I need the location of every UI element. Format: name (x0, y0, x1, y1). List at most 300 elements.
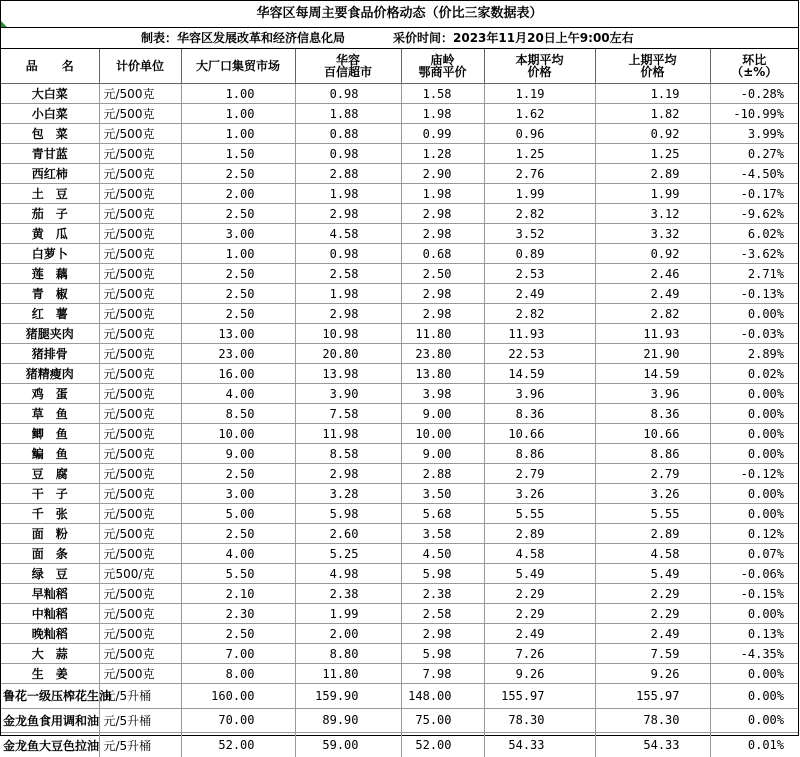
cell-name: 鸡 蛋 (1, 384, 99, 404)
table-row (1, 204, 798, 224)
cell-change: -4.35% (710, 644, 798, 664)
cell-last-avg: 11.93 (595, 324, 710, 344)
cell-miaoling-price: 0.68 (401, 244, 484, 264)
sheet-subtitle (1, 28, 798, 49)
cell-unit: 元/500克 (99, 604, 181, 624)
cell-name: 小白菜 (1, 104, 99, 124)
table-row (1, 364, 798, 384)
table-row (1, 104, 798, 124)
cell-miaoling-price: 2.58 (401, 604, 484, 624)
cell-market-price: 13.00 (181, 324, 295, 344)
cell-name: 白萝卜 (1, 244, 99, 264)
cell-huarong-price: 2.88 (295, 164, 401, 184)
cell-last-avg: 5.55 (595, 504, 710, 524)
cell-unit: 元/500克 (99, 264, 181, 284)
cell-unit: 元/5升桶 (99, 684, 181, 709)
header-huarong (295, 49, 401, 84)
cell-huarong-price: 2.98 (295, 304, 401, 324)
header-last-avg-line1: 上期平均 (596, 54, 710, 66)
cell-huarong-price: 1.98 (295, 184, 401, 204)
cell-huarong-price: 4.58 (295, 224, 401, 244)
cell-unit: 元/500克 (99, 544, 181, 564)
cell-unit: 元/500克 (99, 184, 181, 204)
header-row (1, 49, 798, 84)
cell-unit: 元/500克 (99, 104, 181, 124)
cell-this-avg: 5.49 (484, 564, 595, 584)
header-market: 大厂口集贸市场 (181, 49, 295, 84)
cell-change: 0.00% (710, 664, 798, 684)
cell-change: -0.17% (710, 184, 798, 204)
cell-change: -0.03% (710, 324, 798, 344)
cell-huarong-price: 2.98 (295, 464, 401, 484)
cell-market-price: 8.50 (181, 404, 295, 424)
cell-name: 红 薯 (1, 304, 99, 324)
cell-this-avg: 2.82 (484, 204, 595, 224)
cell-name: 中籼稻 (1, 604, 99, 624)
cell-last-avg: 4.58 (595, 544, 710, 564)
cell-huarong-price: 0.98 (295, 84, 401, 104)
cell-name: 豆 腐 (1, 464, 99, 484)
header-miaoling (401, 49, 484, 84)
cell-last-avg: 2.29 (595, 584, 710, 604)
cell-name: 猪腿夹肉 (1, 324, 99, 344)
cell-miaoling-price: 2.98 (401, 624, 484, 644)
cell-this-avg: 1.99 (484, 184, 595, 204)
cell-name: 包 菜 (1, 124, 99, 144)
cell-change: 0.00% (710, 504, 798, 524)
header-this-avg-line1: 本期平均 (485, 54, 595, 66)
cell-huarong-price: 10.98 (295, 324, 401, 344)
cell-market-price: 1.00 (181, 104, 295, 124)
cell-unit: 元/500克 (99, 224, 181, 244)
cell-this-avg: 2.79 (484, 464, 595, 484)
table-row (1, 384, 798, 404)
cell-change: 0.00% (710, 604, 798, 624)
cell-huarong-price: 59.00 (295, 733, 401, 757)
cell-last-avg: 8.86 (595, 444, 710, 464)
cell-change: 0.00% (710, 404, 798, 424)
cell-miaoling-price: 0.99 (401, 124, 484, 144)
cell-this-avg: 155.97 (484, 684, 595, 709)
cell-change: 0.00% (710, 304, 798, 324)
table-row (1, 733, 798, 757)
cell-market-price: 4.00 (181, 384, 295, 404)
cell-miaoling-price: 2.98 (401, 224, 484, 244)
cell-huarong-price: 3.28 (295, 484, 401, 504)
cell-name: 晚籼稻 (1, 624, 99, 644)
cell-huarong-price: 89.90 (295, 708, 401, 733)
cell-change: -10.99% (710, 104, 798, 124)
table-row (1, 444, 798, 464)
cell-name: 莲 藕 (1, 264, 99, 284)
cell-market-price: 1.50 (181, 144, 295, 164)
header-name: 品 名 (1, 49, 99, 84)
cell-huarong-price: 0.98 (295, 244, 401, 264)
cell-change: 6.02% (710, 224, 798, 244)
cell-last-avg: 1.99 (595, 184, 710, 204)
cell-huarong-price: 2.58 (295, 264, 401, 284)
table-row (1, 144, 798, 164)
cell-change: -0.12% (710, 464, 798, 484)
cell-huarong-price: 13.98 (295, 364, 401, 384)
cell-name: 青 椒 (1, 284, 99, 304)
cell-change: 0.27% (710, 144, 798, 164)
table-row (1, 424, 798, 444)
cell-miaoling-price: 13.80 (401, 364, 484, 384)
cell-this-avg: 0.96 (484, 124, 595, 144)
cell-miaoling-price: 10.00 (401, 424, 484, 444)
cell-market-price: 2.10 (181, 584, 295, 604)
cell-this-avg: 54.33 (484, 733, 595, 757)
header-change-line1: 环比 (711, 54, 799, 66)
cell-huarong-price: 0.88 (295, 124, 401, 144)
table-row (1, 564, 798, 584)
cell-market-price: 9.00 (181, 444, 295, 464)
cell-huarong-price: 0.98 (295, 144, 401, 164)
table-row (1, 324, 798, 344)
cell-miaoling-price: 5.68 (401, 504, 484, 524)
cell-change: 0.00% (710, 424, 798, 444)
cell-market-price: 5.50 (181, 564, 295, 584)
cell-last-avg: 1.19 (595, 84, 710, 104)
table-row (1, 624, 798, 644)
cell-market-price: 10.00 (181, 424, 295, 444)
header-this-avg (484, 49, 595, 84)
cell-huarong-price: 4.98 (295, 564, 401, 584)
cell-miaoling-price: 11.80 (401, 324, 484, 344)
cell-unit: 元/500克 (99, 124, 181, 144)
cell-huarong-price: 2.60 (295, 524, 401, 544)
cell-change: 0.00% (710, 384, 798, 404)
cell-miaoling-price: 1.28 (401, 144, 484, 164)
cell-this-avg: 9.26 (484, 664, 595, 684)
cell-change: 0.07% (710, 544, 798, 564)
table-row (1, 604, 798, 624)
cell-corner-marker-icon (1, 21, 7, 27)
cell-miaoling-price: 2.98 (401, 204, 484, 224)
table-row (1, 164, 798, 184)
cell-this-avg: 22.53 (484, 344, 595, 364)
cell-change: 0.01% (710, 733, 798, 757)
cell-market-price: 2.50 (181, 264, 295, 284)
cell-this-avg: 11.93 (484, 324, 595, 344)
cell-unit: 元/500克 (99, 444, 181, 464)
cell-this-avg: 2.89 (484, 524, 595, 544)
cell-miaoling-price: 2.88 (401, 464, 484, 484)
cell-this-avg: 3.26 (484, 484, 595, 504)
cell-last-avg: 14.59 (595, 364, 710, 384)
cell-huarong-price: 2.00 (295, 624, 401, 644)
cell-huarong-price: 5.25 (295, 544, 401, 564)
cell-this-avg: 1.62 (484, 104, 595, 124)
cell-miaoling-price: 23.80 (401, 344, 484, 364)
cell-unit: 元500/克 (99, 564, 181, 584)
cell-name: 大白菜 (1, 84, 99, 104)
cell-miaoling-price: 5.98 (401, 564, 484, 584)
cell-miaoling-price: 1.58 (401, 84, 484, 104)
cell-huarong-price: 3.90 (295, 384, 401, 404)
cell-market-price: 7.00 (181, 644, 295, 664)
cell-this-avg: 2.82 (484, 304, 595, 324)
table-row (1, 224, 798, 244)
cell-name: 草 鱼 (1, 404, 99, 424)
cell-huarong-price: 7.58 (295, 404, 401, 424)
cell-name: 生 姜 (1, 664, 99, 684)
table-row (1, 84, 798, 104)
cell-miaoling-price: 1.98 (401, 104, 484, 124)
cell-name: 大 蒜 (1, 644, 99, 664)
cell-last-avg: 3.26 (595, 484, 710, 504)
cell-name: 黄 瓜 (1, 224, 99, 244)
cell-this-avg: 2.49 (484, 624, 595, 644)
cell-name: 土 豆 (1, 184, 99, 204)
table-row (1, 124, 798, 144)
cell-market-price: 52.00 (181, 733, 295, 757)
cell-this-avg: 2.76 (484, 164, 595, 184)
cell-huarong-price: 8.80 (295, 644, 401, 664)
header-miaoling-line1: 庙岭 (402, 54, 484, 66)
cell-change: -0.15% (710, 584, 798, 604)
cell-unit: 元/500克 (99, 424, 181, 444)
cell-huarong-price: 159.90 (295, 684, 401, 709)
cell-last-avg: 2.49 (595, 284, 710, 304)
cell-market-price: 23.00 (181, 344, 295, 364)
header-last-avg (595, 49, 710, 84)
cell-last-avg: 3.96 (595, 384, 710, 404)
cell-change: -4.50% (710, 164, 798, 184)
cell-last-avg: 0.92 (595, 124, 710, 144)
maker-text: 制表：华容区发展改革和经济信息化局 (141, 28, 345, 48)
cell-last-avg: 54.33 (595, 733, 710, 757)
table-row (1, 304, 798, 324)
cell-market-price: 3.00 (181, 224, 295, 244)
cell-market-price: 2.50 (181, 304, 295, 324)
cell-miaoling-price: 5.98 (401, 644, 484, 664)
cell-last-avg: 1.82 (595, 104, 710, 124)
cell-name: 猪精瘦肉 (1, 364, 99, 384)
cell-name: 千 张 (1, 504, 99, 524)
cell-change: 0.00% (710, 684, 798, 709)
table-row (1, 184, 798, 204)
cell-last-avg: 155.97 (595, 684, 710, 709)
cell-miaoling-price: 3.58 (401, 524, 484, 544)
cell-unit: 元/500克 (99, 244, 181, 264)
cell-unit: 元/500克 (99, 384, 181, 404)
cell-name: 早籼稻 (1, 584, 99, 604)
cell-huarong-price: 11.80 (295, 664, 401, 684)
cell-name: 西红柿 (1, 164, 99, 184)
cell-market-price: 2.50 (181, 204, 295, 224)
cell-change: 2.89% (710, 344, 798, 364)
header-unit: 计价单位 (99, 49, 181, 84)
cell-last-avg: 5.49 (595, 564, 710, 584)
cell-market-price: 1.00 (181, 84, 295, 104)
cell-this-avg: 1.25 (484, 144, 595, 164)
cell-huarong-price: 2.98 (295, 204, 401, 224)
cell-last-avg: 3.12 (595, 204, 710, 224)
cell-unit: 元/500克 (99, 144, 181, 164)
cell-name: 鲁花一级压榨花生油 (1, 684, 99, 709)
cell-miaoling-price: 2.98 (401, 284, 484, 304)
cell-this-avg: 10.66 (484, 424, 595, 444)
cell-market-price: 1.00 (181, 124, 295, 144)
cell-unit: 元/5升桶 (99, 708, 181, 733)
cell-miaoling-price: 2.50 (401, 264, 484, 284)
cell-last-avg: 2.46 (595, 264, 710, 284)
cell-market-price: 1.00 (181, 244, 295, 264)
cell-market-price: 2.50 (181, 164, 295, 184)
cell-unit: 元/500克 (99, 644, 181, 664)
table-row (1, 524, 798, 544)
cell-unit: 元/500克 (99, 524, 181, 544)
cell-huarong-price: 1.99 (295, 604, 401, 624)
table-row (1, 484, 798, 504)
cell-unit: 元/5升桶 (99, 733, 181, 757)
header-huarong-line1: 华容 (296, 54, 401, 66)
cell-this-avg: 8.36 (484, 404, 595, 424)
cell-this-avg: 2.53 (484, 264, 595, 284)
sheet-title (1, 1, 798, 28)
cell-change: 0.12% (710, 524, 798, 544)
cell-huarong-price: 1.88 (295, 104, 401, 124)
cell-last-avg: 2.89 (595, 164, 710, 184)
header-this-avg-line2: 价格 (485, 66, 595, 78)
cell-last-avg: 2.79 (595, 464, 710, 484)
cell-miaoling-price: 1.98 (401, 184, 484, 204)
cell-this-avg: 2.49 (484, 284, 595, 304)
cell-miaoling-price: 148.00 (401, 684, 484, 709)
cell-change: 0.00% (710, 708, 798, 733)
cell-name: 绿 豆 (1, 564, 99, 584)
cell-unit: 元/500克 (99, 284, 181, 304)
cell-unit: 元/500克 (99, 484, 181, 504)
cell-unit: 元/500克 (99, 364, 181, 384)
cell-name: 鲫 鱼 (1, 424, 99, 444)
collection-time-text: 采价时间：2023年11月20日上午9:00左右 (393, 28, 634, 48)
cell-change: 3.99% (710, 124, 798, 144)
cell-miaoling-price: 75.00 (401, 708, 484, 733)
cell-last-avg: 0.92 (595, 244, 710, 264)
cell-last-avg: 3.32 (595, 224, 710, 244)
cell-unit: 元/500克 (99, 84, 181, 104)
cell-unit: 元/500克 (99, 344, 181, 364)
cell-market-price: 2.00 (181, 184, 295, 204)
cell-unit: 元/500克 (99, 464, 181, 484)
cell-change: 2.71% (710, 264, 798, 284)
cell-market-price: 2.50 (181, 624, 295, 644)
cell-change: 0.02% (710, 364, 798, 384)
cell-huarong-price: 5.98 (295, 504, 401, 524)
cell-this-avg: 78.30 (484, 708, 595, 733)
table-row (1, 464, 798, 484)
cell-market-price: 8.00 (181, 664, 295, 684)
cell-huarong-price: 11.98 (295, 424, 401, 444)
cell-market-price: 3.00 (181, 484, 295, 504)
cell-name: 面 条 (1, 544, 99, 564)
cell-name: 青甘蓝 (1, 144, 99, 164)
table-row (1, 664, 798, 684)
cell-last-avg: 2.49 (595, 624, 710, 644)
cell-this-avg: 3.52 (484, 224, 595, 244)
cell-unit: 元/500克 (99, 164, 181, 184)
table-row (1, 644, 798, 664)
cell-miaoling-price: 52.00 (401, 733, 484, 757)
cell-change: 0.13% (710, 624, 798, 644)
cell-last-avg: 21.90 (595, 344, 710, 364)
table-row (1, 708, 798, 733)
cell-unit: 元/500克 (99, 664, 181, 684)
cell-this-avg: 7.26 (484, 644, 595, 664)
cell-huarong-price: 20.80 (295, 344, 401, 364)
cell-change: 0.00% (710, 444, 798, 464)
price-table (1, 49, 798, 757)
cell-change: -0.06% (710, 564, 798, 584)
cell-this-avg: 3.96 (484, 384, 595, 404)
cell-last-avg: 2.29 (595, 604, 710, 624)
cell-name: 鳊 鱼 (1, 444, 99, 464)
cell-miaoling-price: 9.00 (401, 404, 484, 424)
cell-miaoling-price: 2.90 (401, 164, 484, 184)
cell-this-avg: 1.19 (484, 84, 595, 104)
cell-market-price: 70.00 (181, 708, 295, 733)
cell-this-avg: 5.55 (484, 504, 595, 524)
cell-unit: 元/500克 (99, 204, 181, 224)
cell-unit: 元/500克 (99, 304, 181, 324)
cell-market-price: 2.50 (181, 284, 295, 304)
cell-huarong-price: 2.38 (295, 584, 401, 604)
table-row (1, 264, 798, 284)
cell-this-avg: 0.89 (484, 244, 595, 264)
cell-last-avg: 1.25 (595, 144, 710, 164)
cell-miaoling-price: 2.38 (401, 584, 484, 604)
cell-miaoling-price: 2.98 (401, 304, 484, 324)
header-change (710, 49, 798, 84)
cell-name: 面 粉 (1, 524, 99, 544)
table-row (1, 404, 798, 424)
cell-last-avg: 78.30 (595, 708, 710, 733)
cell-market-price: 2.50 (181, 524, 295, 544)
cell-market-price: 2.30 (181, 604, 295, 624)
header-change-line2: （±%） (711, 66, 799, 78)
header-miaoling-line2: 鄂商平价 (402, 66, 484, 78)
cell-unit: 元/500克 (99, 624, 181, 644)
cell-unit: 元/500克 (99, 324, 181, 344)
title-text: 华容区每周主要食品价格动态（价比三家数据表） (256, 6, 542, 21)
table-row (1, 244, 798, 264)
cell-name: 干 子 (1, 484, 99, 504)
cell-unit: 元/500克 (99, 504, 181, 524)
cell-market-price: 4.00 (181, 544, 295, 564)
cell-name: 茄 子 (1, 204, 99, 224)
cell-change: -0.13% (710, 284, 798, 304)
cell-huarong-price: 8.58 (295, 444, 401, 464)
table-row (1, 544, 798, 564)
cell-last-avg: 8.36 (595, 404, 710, 424)
cell-market-price: 16.00 (181, 364, 295, 384)
cell-name: 金龙鱼大豆色拉油 (1, 733, 99, 757)
cell-this-avg: 2.29 (484, 604, 595, 624)
cell-last-avg: 2.82 (595, 304, 710, 324)
cell-change: -0.28% (710, 84, 798, 104)
header-last-avg-line2: 价格 (596, 66, 710, 78)
cell-unit: 元/500克 (99, 584, 181, 604)
cell-change: 0.00% (710, 484, 798, 504)
cell-miaoling-price: 7.98 (401, 664, 484, 684)
cell-name: 猪排骨 (1, 344, 99, 364)
cell-name: 金龙鱼食用调和油 (1, 708, 99, 733)
table-row (1, 584, 798, 604)
cell-miaoling-price: 3.50 (401, 484, 484, 504)
